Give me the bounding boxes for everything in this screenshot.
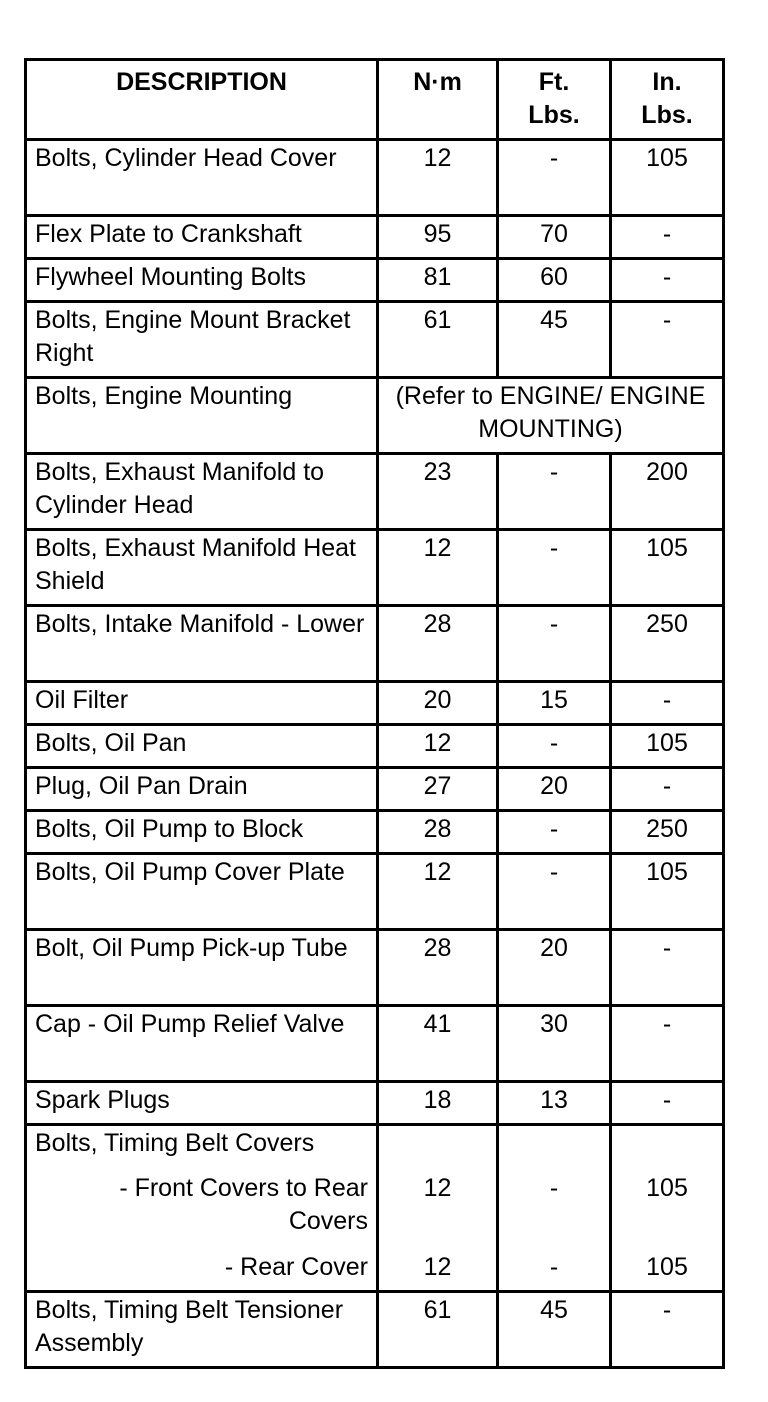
row-nm: 28 [378,811,498,854]
row-nm: 12 [378,854,498,930]
row-description: Bolts, Exhaust Manifold to Cylinder Head [26,454,378,530]
row-in-lbs [611,1125,724,1292]
row-nm: 12 [378,530,498,606]
row-description: Oil Filter [26,682,378,725]
sub2-in: 105 [646,1253,688,1281]
row-nm: 95 [378,216,498,259]
row-description: Bolts, Cylinder Head Cover [26,140,378,216]
row-description: Bolts, Oil Pan [26,725,378,768]
sub1-nm: 12 [423,1174,452,1202]
sub-item-front-covers: - Front Covers to Rear Covers [119,1174,368,1235]
table-row [26,302,724,378]
row-in-lbs: - [611,930,724,1006]
table-row [26,140,724,216]
row-in-lbs: - [611,1292,724,1368]
torque-spec-table [24,58,725,1369]
row-description: Flex Plate to Crankshaft [26,216,378,259]
row-nm [378,1125,498,1292]
row-nm: 61 [378,302,498,378]
table-row [26,259,724,302]
table-row [26,854,724,930]
row-in-lbs: - [611,1006,724,1082]
row-in-lbs: 200 [611,454,724,530]
row-ft-lbs: - [498,606,611,682]
row-description: Bolts, Timing Belt Tensioner Assembly [26,1292,378,1368]
table-row [26,606,724,682]
row-ft-lbs: - [498,811,611,854]
group-heading: Bolts, Timing Belt Covers [35,1129,315,1157]
sub1-ft: - [549,1174,559,1202]
row-in-lbs: - [611,259,724,302]
header-in-line1: In. [652,68,682,96]
header-in-lbs [611,60,724,140]
row-ft-lbs: - [498,530,611,606]
row-ft-lbs: - [498,725,611,768]
table-row [26,216,724,259]
row-in-lbs: - [611,216,724,259]
sub2-ft: - [549,1253,559,1281]
row-description: Bolts, Exhaust Manifold Heat Shield [26,530,378,606]
row-ft-lbs: 30 [498,1006,611,1082]
table-row [26,682,724,725]
sub2-nm: 12 [423,1253,452,1281]
row-nm: 61 [378,1292,498,1368]
table-row [26,1082,724,1125]
header-ft-lbs [498,60,611,140]
row-nm: 12 [378,725,498,768]
row-nm: 28 [378,606,498,682]
row-ft-lbs: 45 [498,1292,611,1368]
row-ft-lbs: 15 [498,682,611,725]
header-in-line2: Lbs. [641,101,693,129]
row-description: Bolts, Engine Mount Bracket Right [26,302,378,378]
table-row [26,768,724,811]
row-description: Bolt, Oil Pump Pick-up Tube [26,930,378,1006]
table-row [26,454,724,530]
row-nm: 23 [378,454,498,530]
header-ft-line2: Lbs. [528,101,580,129]
row-in-lbs: - [611,682,724,725]
row-description: Bolts, Intake Manifold - Lower [26,606,378,682]
row-nm: 28 [378,930,498,1006]
row-ft-lbs: 20 [498,930,611,1006]
row-in-lbs: 105 [611,725,724,768]
row-in-lbs: 105 [611,530,724,606]
row-description: Flywheel Mounting Bolts [26,259,378,302]
row-description: Bolts, Oil Pump Cover Plate [26,854,378,930]
row-nm: 27 [378,768,498,811]
table-row [26,1292,724,1368]
table-row-timing-covers [26,1125,724,1292]
row-ft-lbs: 70 [498,216,611,259]
row-in-lbs: 105 [611,854,724,930]
row-nm: 81 [378,259,498,302]
row-ft-lbs: - [498,454,611,530]
table-row [26,530,724,606]
row-ft-lbs [498,1125,611,1292]
row-ft-lbs: 60 [498,259,611,302]
row-nm: 20 [378,682,498,725]
sub1-in: 105 [646,1174,688,1202]
row-description: Plug, Oil Pan Drain [26,768,378,811]
table-row [26,930,724,1006]
row-ft-lbs: 13 [498,1082,611,1125]
row-ft-lbs: - [498,854,611,930]
row-in-lbs: - [611,302,724,378]
table-row [26,1006,724,1082]
row-description: Bolts, Oil Pump to Block [26,811,378,854]
row-nm: 41 [378,1006,498,1082]
row-description [26,1125,378,1292]
row-in-lbs: 250 [611,811,724,854]
row-in-lbs: 250 [611,606,724,682]
row-description: Spark Plugs [26,1082,378,1125]
row-nm: 18 [378,1082,498,1125]
table-row [26,811,724,854]
row-ft-lbs: 20 [498,768,611,811]
row-description: Cap - Oil Pump Relief Valve [26,1006,378,1082]
row-in-lbs: - [611,1082,724,1125]
header-row [26,60,724,140]
row-description: Bolts, Engine Mounting [26,378,378,454]
row-nm: 12 [378,140,498,216]
row-ft-lbs: 45 [498,302,611,378]
row-in-lbs: - [611,768,724,811]
table-row [26,725,724,768]
header-description: DESCRIPTION [26,60,378,140]
table-row [26,378,724,454]
header-nm: N·m [378,60,498,140]
header-ft-line1: Ft. [538,68,570,96]
sub-item-rear-cover: - Rear Cover [224,1253,368,1281]
row-in-lbs: 105 [611,140,724,216]
refer-note: (Refer to ENGINE/ ENGINE MOUNTING) [378,378,724,454]
row-ft-lbs: - [498,140,611,216]
table-body [26,140,724,1368]
